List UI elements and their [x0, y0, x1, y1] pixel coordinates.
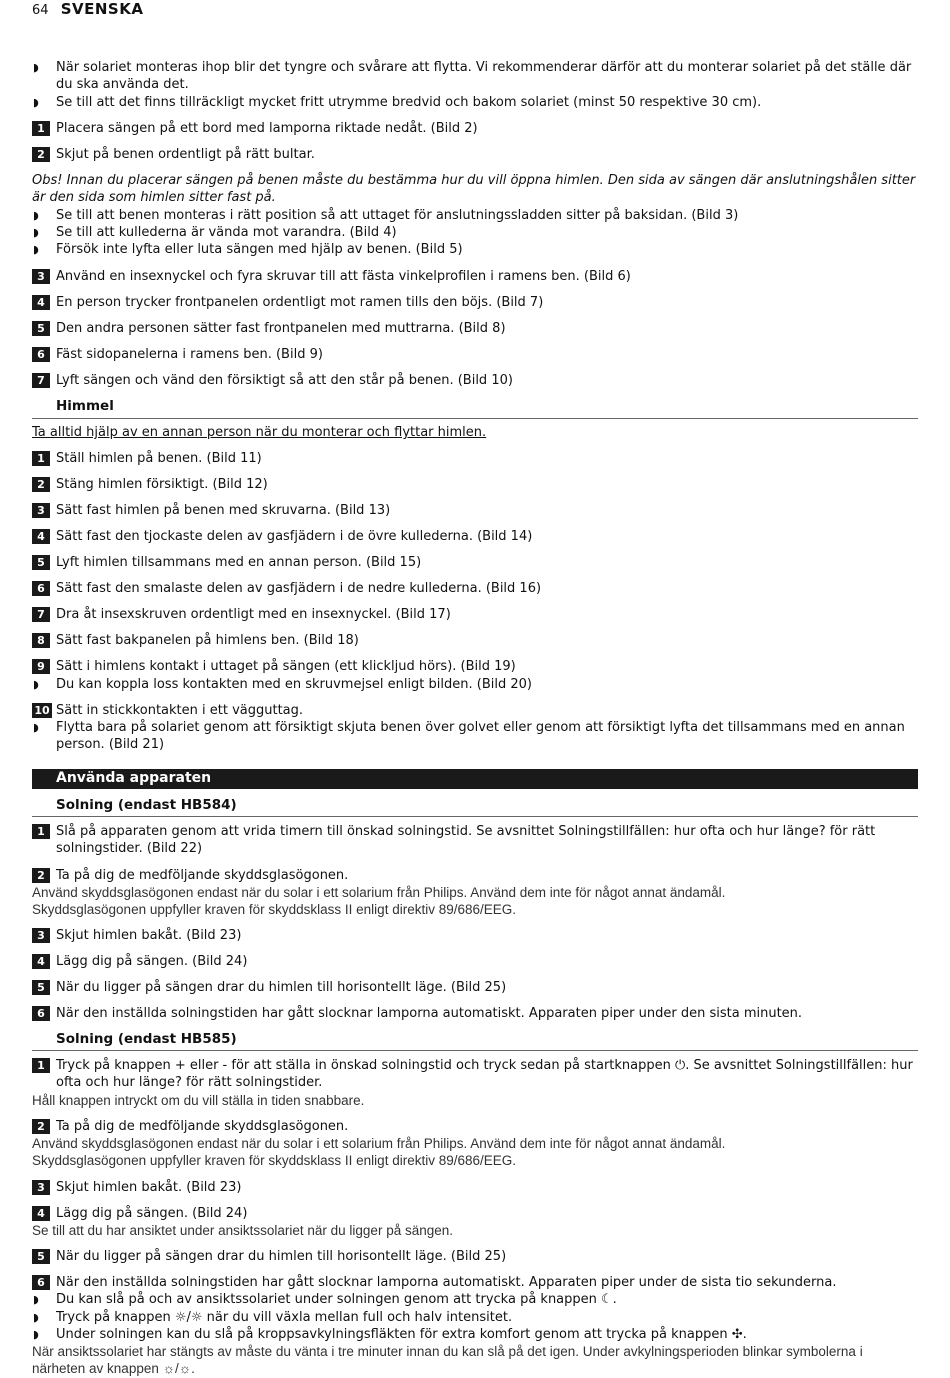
step-text: När du ligger på sängen drar du himlen till horisontellt läge. (Bild 25) — [56, 980, 507, 995]
language-title: SVENSKA — [60, 0, 144, 18]
page-header — [32, 0, 143, 18]
step-number: 7 — [32, 373, 50, 388]
subheading-himmel: Himmel — [56, 398, 114, 414]
step-text: Placera sängen på ett bord med lamporna riktade nedåt. (Bild 2) — [56, 121, 478, 136]
step-text: En person trycker frontpanelen ordentligt mot ramen tills den böjs. (Bild 7) — [56, 295, 544, 310]
step-text: Ställ himlen på benen. (Bild 11) — [56, 451, 262, 466]
step-text: Skjut på benen ordentligt på rätt bultar. — [56, 147, 315, 162]
section-title: Använda apparaten — [56, 770, 212, 786]
step-text: Sätt i himlens kontakt i uttaget på sängen (ett klickljud hörs). (Bild 19) — [56, 659, 516, 674]
step-number: 2 — [32, 477, 50, 492]
step-number: 5 — [32, 980, 50, 995]
step-text: Fäst sidopanelerna i ramens ben. (Bild 9) — [56, 347, 323, 362]
plain-text: Håll knappen intryckt om du vill ställa in tiden snabbare. — [32, 1093, 365, 1108]
subheading-hb585: Solning (endast HB585) — [56, 1031, 237, 1047]
bullet-icon: ◗ — [33, 61, 39, 74]
subheading-rule — [32, 418, 918, 419]
page-number: 64 — [32, 3, 49, 18]
bullet-text: Se till att kullederna är vända mot varandra. (Bild 4) — [56, 225, 397, 240]
bullet-icon: ◗ — [33, 1293, 39, 1306]
bullet-text: Under solningen kan du slå på kroppsavkylningsfläkten för extra komfort genom att trycka på knappen ✣. — [56, 1327, 747, 1342]
bullet-text: Du kan slå på och av ansiktssolariet under solningen genom att trycka på knappen ☾. — [56, 1292, 617, 1307]
bullet-text: Flytta bara på solariet genom att försiktigt skjuta benen över golvet eller genom att försiktigt lyfta det tillsammans med en annan person. (Bild 21) — [56, 720, 905, 752]
step-number: 6 — [32, 1275, 50, 1290]
step-text: När den inställda solningstiden har gått slocknar lamporna automatiskt. Apparaten piper under de sista tio sekunderna. — [56, 1275, 837, 1290]
bullet-icon: ◗ — [33, 1328, 39, 1341]
bullet-icon: ◗ — [33, 721, 39, 734]
bullet-icon: ◗ — [33, 243, 39, 256]
step-text: Dra åt insexskruven ordentligt med en insexnyckel. (Bild 17) — [56, 607, 451, 622]
step-text: Sätt in stickkontakten i ett vägguttag. — [56, 703, 304, 718]
step-number: 2 — [32, 147, 50, 162]
step-number: 2 — [32, 1119, 50, 1134]
subheading-rule — [32, 816, 918, 817]
himmel-note: Ta alltid hjälp av en annan person när du monterar och flyttar himlen. — [32, 425, 487, 440]
step-text: Stäng himlen försiktigt. (Bild 12) — [56, 477, 268, 492]
plain-text: Se till att du har ansiktet under ansiktssolariet när du ligger på sängen. — [32, 1223, 453, 1238]
step-text: Lägg dig på sängen. (Bild 24) — [56, 954, 248, 969]
step-number: 5 — [32, 321, 50, 336]
bullet-text: Se till att det finns tillräckligt mycket fritt utrymme bredvid och bakom solariet (minst 50 respektive 30 cm). — [56, 95, 762, 110]
note-text: Obs! Innan du placerar sängen på benen måste du bestämma hur du vill öppna himlen. Den sida av sängen där anslutningshålen sitter är den sida som himlen sitter fast på. — [32, 173, 916, 205]
step-text: Skjut himlen bakåt. (Bild 23) — [56, 928, 242, 943]
step-number: 4 — [32, 954, 50, 969]
step-number: 4 — [32, 1206, 50, 1221]
plain-text: Skyddsglasögonen uppfyller kraven för skyddsklass II enligt direktiv 89/686/EEG. — [32, 902, 517, 917]
bullet-icon: ◗ — [33, 226, 39, 239]
step-text: När den inställda solningstiden har gått slocknar lamporna automatiskt. Apparaten piper under den sista minuten. — [56, 1006, 803, 1021]
plain-text: Använd skyddsglasögonen endast när du solar i ett solarium från Philips. Använd dem inte för något annat ändamål. — [32, 885, 726, 900]
bullet-icon: ◗ — [33, 1311, 39, 1324]
plain-text: När ansiktssolariet har stängts av måste du vänta i tre minuter innan du kan slå på det igen. Under avkylningsperioden blinkar symbolerna i närheten av knappen ☼/☼. — [32, 1344, 863, 1376]
bullet-icon: ◗ — [33, 96, 39, 109]
bullet-text: När solariet monteras ihop blir det tyngre och svårare att flytta. Vi rekommenderar därför att du monterar solariet på det ställe där du ska använda det. — [56, 60, 912, 92]
bullet-icon: ◗ — [33, 678, 39, 691]
step-text: Sätt fast bakpanelen på himlens ben. (Bild 18) — [56, 633, 359, 648]
step-number: 3 — [32, 503, 50, 518]
step-text: Sätt fast den tjockaste delen av gasfjädern i de övre kullederna. (Bild 14) — [56, 529, 533, 544]
step-number: 6 — [32, 1006, 50, 1021]
step-number: 6 — [32, 581, 50, 596]
bullet-text: Du kan koppla loss kontakten med en skruvmejsel enligt bilden. (Bild 20) — [56, 677, 532, 692]
step-text: Lyft sängen och vänd den försiktigt så att den står på benen. (Bild 10) — [56, 373, 513, 388]
step-text: Lyft himlen tillsammans med en annan person. (Bild 15) — [56, 555, 422, 570]
step-number: 1 — [32, 1058, 50, 1073]
step-number: 10 — [32, 703, 52, 718]
step-text: Sätt fast himlen på benen med skruvarna. (Bild 13) — [56, 503, 391, 518]
plain-text: Använd skyddsglasögonen endast när du solar i ett solarium från Philips. Använd dem inte för något annat ändamål. — [32, 1136, 726, 1151]
section-bar — [32, 769, 918, 789]
step-number: 3 — [32, 928, 50, 943]
step-text: Skjut himlen bakåt. (Bild 23) — [56, 1180, 242, 1195]
step-number: 5 — [32, 555, 50, 570]
step-number: 4 — [32, 295, 50, 310]
bullet-text: Försök inte lyfta eller luta sängen med hjälp av benen. (Bild 5) — [56, 242, 463, 257]
step-text: När du ligger på sängen drar du himlen till horisontellt läge. (Bild 25) — [56, 1249, 507, 1264]
step-text: Slå på apparaten genom att vrida timern till önskad solningstid. Se avsnittet Solningstillfällen: hur ofta och hur länge? för rätt solningstider. (Bild 22) — [56, 824, 876, 856]
step-number: 7 — [32, 607, 50, 622]
step-number: 1 — [32, 121, 50, 136]
bullet-text: Se till att benen monteras i rätt position så att uttaget för anslutningssladden sitter på baksidan. (Bild 3) — [56, 208, 739, 223]
step-number: 3 — [32, 1180, 50, 1195]
step-number: 9 — [32, 659, 50, 674]
bullet-icon: ◗ — [33, 209, 39, 222]
plain-text: Skyddsglasögonen uppfyller kraven för skyddsklass II enligt direktiv 89/686/EEG. — [32, 1153, 517, 1168]
step-number: 3 — [32, 269, 50, 284]
step-number: 2 — [32, 868, 50, 883]
bullet-text: Tryck på knappen ☼/☼ när du vill växla mellan full och halv intensitet. — [56, 1310, 513, 1325]
subheading-hb584: Solning (endast HB584) — [56, 797, 237, 813]
step-text: Ta på dig de medföljande skyddsglasögonen. — [56, 868, 349, 883]
step-number: 1 — [32, 451, 50, 466]
step-number: 6 — [32, 347, 50, 362]
step-text: Den andra personen sätter fast frontpanelen med muttrarna. (Bild 8) — [56, 321, 506, 336]
step-text: Tryck på knappen + eller - för att ställa in önskad solningstid och tryck sedan på startknappen ⏻. Se avsnittet Solningstillfällen: hur ofta och hur länge? för rätt solningstider. — [56, 1058, 913, 1090]
subheading-rule — [32, 1050, 918, 1051]
step-text: Lägg dig på sängen. (Bild 24) — [56, 1206, 248, 1221]
step-text: Ta på dig de medföljande skyddsglasögonen. — [56, 1119, 349, 1134]
step-number: 1 — [32, 824, 50, 839]
step-number: 4 — [32, 529, 50, 544]
step-text: Sätt fast den smalaste delen av gasfjädern i de nedre kullederna. (Bild 16) — [56, 581, 542, 596]
step-text: Använd en insexnyckel och fyra skruvar till att fästa vinkelprofilen i ramens ben. (Bild 6) — [56, 269, 631, 284]
step-number: 8 — [32, 633, 50, 648]
step-number: 5 — [32, 1249, 50, 1264]
